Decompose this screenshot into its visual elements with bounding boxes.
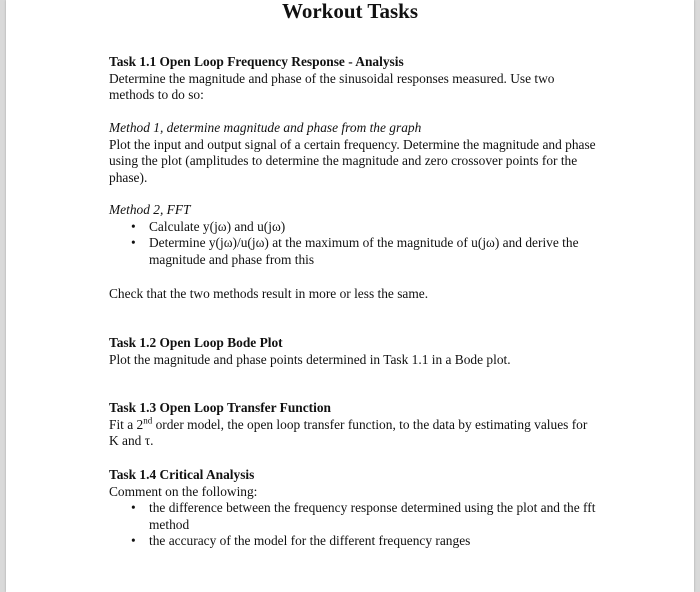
task-1-4-section — [109, 467, 599, 550]
task-1-1-section — [109, 54, 599, 104]
task-1-4-bullet-list — [109, 500, 599, 550]
task-1-2-section — [109, 335, 599, 368]
task-1-4-bullet-2: • the accuracy of the model for the different frequency ranges — [109, 533, 599, 550]
task-1-3-body-post: order model, the open loop transfer function, to the data by estimating values for K and τ. — [109, 416, 588, 449]
document-page — [6, 0, 694, 592]
task-1-4-body: Comment on the following: — [109, 483, 258, 499]
task-1-3-heading: Task 1.3 Open Loop Transfer Function — [109, 400, 331, 415]
task-1-3-body — [109, 417, 599, 450]
method-2-bullet-1: • Calculate y(jω) and u(jω) — [109, 219, 599, 236]
method-2-section — [109, 202, 599, 268]
method-1-body: Plot the input and output signal of a certain frequency. Determine the magnitude and phase using the plot (amplitudes to determine the magnitude and zero crossover points for the phase). — [109, 136, 596, 185]
task-1-3-body-superscript: nd — [143, 415, 153, 426]
task-1-2-heading: Task 1.2 Open Loop Bode Plot — [109, 335, 283, 350]
task-1-3-body-pre: Fit a 2 — [109, 416, 144, 432]
method-1-title: Method 1, determine magnitude and phase from the graph — [109, 120, 422, 135]
task-1-3-section — [109, 400, 599, 450]
task-1-1-closing: Check that the two methods result in more or less the same. — [109, 286, 429, 301]
task-1-4-bullet-1: • the difference between the frequency response determined using the plot and the fft method — [109, 500, 599, 533]
task-1-1-heading: Task 1.1 Open Loop Frequency Response - Analysis — [109, 54, 404, 69]
document-title: Workout Tasks — [282, 0, 418, 23]
task-1-1-body: Determine the magnitude and phase of the sinusoidal responses measured. Use two methods to do so: — [109, 70, 555, 103]
task-1-2-body: Plot the magnitude and phase points determined in Task 1.1 in a Bode plot. — [109, 351, 511, 367]
method-2-bullet-list — [109, 219, 599, 269]
method-1-section — [109, 120, 599, 186]
method-2-bullet-2: • Determine y(jω)/u(jω) at the maximum of the magnitude of u(jω) and derive the magnitude and phase from this — [109, 235, 599, 268]
method-2-title: Method 2, FFT — [109, 202, 191, 217]
task-1-4-heading: Task 1.4 Critical Analysis — [109, 467, 255, 482]
